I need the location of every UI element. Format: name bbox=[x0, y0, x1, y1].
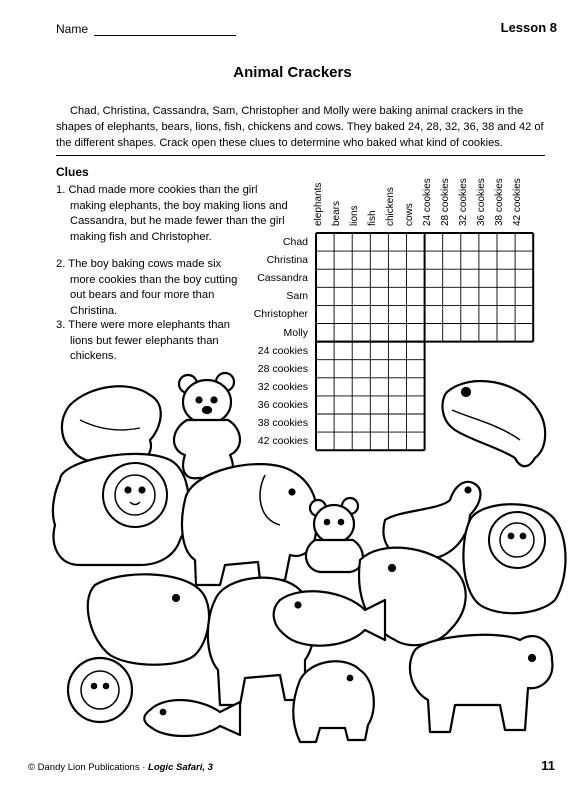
grid-row-label: 42 cookies bbox=[257, 435, 308, 448]
lion-cookie-icon bbox=[68, 658, 132, 722]
grid-row-label: 38 cookies bbox=[257, 417, 308, 430]
lesson-number: Lesson 8 bbox=[500, 20, 557, 35]
intro-paragraph: Chad, Christina, Cassandra, Sam, Christopher and Molly were baking animal crackers in the shapes of elephants, bears, lions, fish, chickens and cows. They baked 24, 28, 32, 36, 38 and 42 of the different shapes. Crack open these clues to determine who baked what kind of cookies. bbox=[56, 105, 544, 149]
fish-cookie-icon bbox=[88, 574, 209, 664]
page-number: 11 bbox=[541, 758, 555, 773]
publisher-name: © Dandy Lion Publications · bbox=[28, 762, 149, 773]
grid-column-label: 32 cookies bbox=[457, 178, 469, 226]
grid-column-label: 28 cookies bbox=[439, 178, 451, 226]
chicken-cookie-icon bbox=[62, 386, 161, 464]
clue-1: 1. Chad made more cookies than the girl making elephants, the boy making lions and Cassandra, but he made fewer than the girl making fish and Christopher. bbox=[56, 184, 288, 243]
fish-cookie-icon bbox=[442, 381, 545, 466]
grid-row-label: 28 cookies bbox=[257, 362, 308, 375]
grid-column-label: chickens bbox=[385, 187, 397, 226]
book-title: Logic Safari, 3 bbox=[148, 762, 213, 773]
grid-column-label: 38 cookies bbox=[494, 178, 505, 226]
grid-column-label: 24 cookies bbox=[421, 178, 433, 226]
elephant-cookie-icon bbox=[182, 464, 316, 585]
cow-cookie-icon bbox=[410, 635, 552, 732]
grid-row-label: 32 cookies bbox=[257, 380, 308, 393]
grid-row-label: Christina bbox=[266, 254, 308, 267]
grid-column-label: cows bbox=[403, 203, 415, 226]
grid-column-label: 42 cookies bbox=[512, 178, 524, 226]
grid-row-label: 36 cookies bbox=[257, 398, 308, 411]
clue-2: 2. The boy baking cows made six more cookies than the boy cutting out bears and four more than Christina. bbox=[56, 258, 238, 317]
elephant-cookie-icon bbox=[293, 661, 374, 742]
grid-column-label: bears bbox=[331, 200, 343, 226]
grid-row-label: Cassandra bbox=[257, 272, 308, 285]
clue-3: 3. There were more elephants than lions but fewer elephants than chickens. bbox=[56, 319, 230, 362]
bear-cookie-icon bbox=[174, 373, 240, 478]
clues-heading: Clues bbox=[56, 165, 89, 179]
footer-credit bbox=[28, 762, 213, 773]
name-label: Name bbox=[56, 22, 89, 36]
grid-row-label: Christopher bbox=[253, 308, 308, 321]
grid-row-label: Molly bbox=[283, 326, 308, 339]
grid-column-label: elephants bbox=[313, 182, 324, 226]
page-title: Animal Crackers bbox=[233, 64, 352, 81]
grid-column-label: 36 cookies bbox=[475, 178, 487, 226]
grid-row-label: Sam bbox=[286, 290, 308, 303]
grid-row-label: Chad bbox=[282, 236, 308, 249]
grid-column-label: lions bbox=[349, 205, 361, 226]
grid-column-label: fish bbox=[367, 210, 379, 226]
lion-cookie-icon bbox=[463, 504, 565, 613]
grid-row-label: 24 cookies bbox=[257, 344, 308, 357]
lion-cookie-icon bbox=[53, 454, 189, 565]
